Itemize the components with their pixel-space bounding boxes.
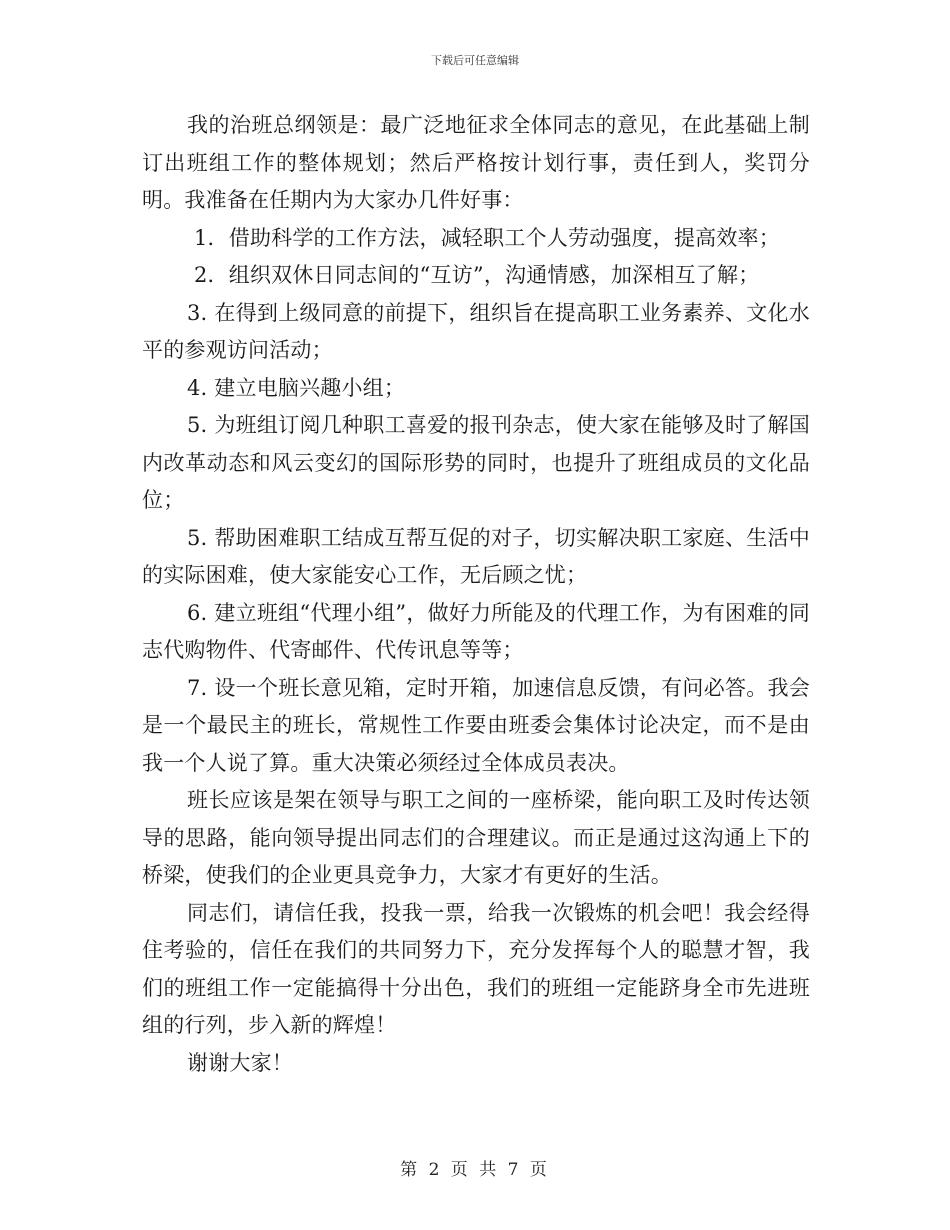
list-item-5b: 5. 帮助困难职工结成互帮互促的对子，切实解决职工家庭、生活中的实际困难，使大家能安心工作，无后顾之忧；: [142, 525, 810, 587]
page-number-footer: 第 2 页 共 7 页: [400, 1160, 550, 1180]
paragraph-bridge: 班长应该是架在领导与职工之间的一座桥梁，能向职工及时传达领导的思路，能向领导提出同志们的合理建议。而正是通过这沟通上下的桥梁，使我们的企业更具竞争力，大家才有更好的生活。: [142, 788, 810, 887]
page-header-note: 下载后可任意编辑: [431, 54, 519, 67]
paragraph-principle: 我的治班总纲领是：最广泛地征求全体同志的意见，在此基础上制订出班组工作的整体规划；然后严格按计划行事，责任到人，奖罚分明。我准备在任期内为大家办几件好事：: [142, 113, 810, 212]
list-item-1: 1．借助科学的工作方法，减轻职工个人劳动强度，提高效率；: [194, 225, 780, 250]
list-item-7: 7. 设一个班长意见箱，定时开箱，加速信息反馈，有问必答。我会是一个最民主的班长，常规性工作要由班委会集体讨论决定，而不是由我一个人说了算。重大决策必须经过全体成员表决。: [142, 675, 810, 775]
list-item-3: 3. 在得到上级同意的前提下，组织旨在提高职工业务素养、文化水平的参观访问活动；: [142, 300, 810, 362]
list-item-4: 4. 建立电脑兴趣小组；: [187, 375, 406, 400]
list-item-6: 6. 建立班组“代理小组”，做好力所能及的代理工作，为有困难的同志代购物件、代寄邮件、代传讯息等等；: [142, 600, 810, 662]
paragraph-appeal: 同志们，请信任我，投我一票，给我一次锻炼的机会吧！我会经得住考验的，信任在我们的共同努力下，充分发挥每个人的聪慧才智，我们的班组工作一定能搞得十分出色，我们的班组一定能跻身全市先进班组的行列，步入新的辉煌！: [142, 900, 810, 1037]
paragraph-thanks: 谢谢大家！: [187, 1050, 293, 1075]
list-item-2: 2．组织双休日同志间的“互访”，沟通情感，加深相互了解；: [194, 263, 760, 287]
list-item-5a: 5. 为班组订阅几种职工喜爱的报刊杂志，使大家在能够及时了解国内改革动态和风云变幻的国际形势的同时，也提升了班组成员的文化品位；: [142, 413, 810, 512]
document-body: [142, 107, 810, 1082]
